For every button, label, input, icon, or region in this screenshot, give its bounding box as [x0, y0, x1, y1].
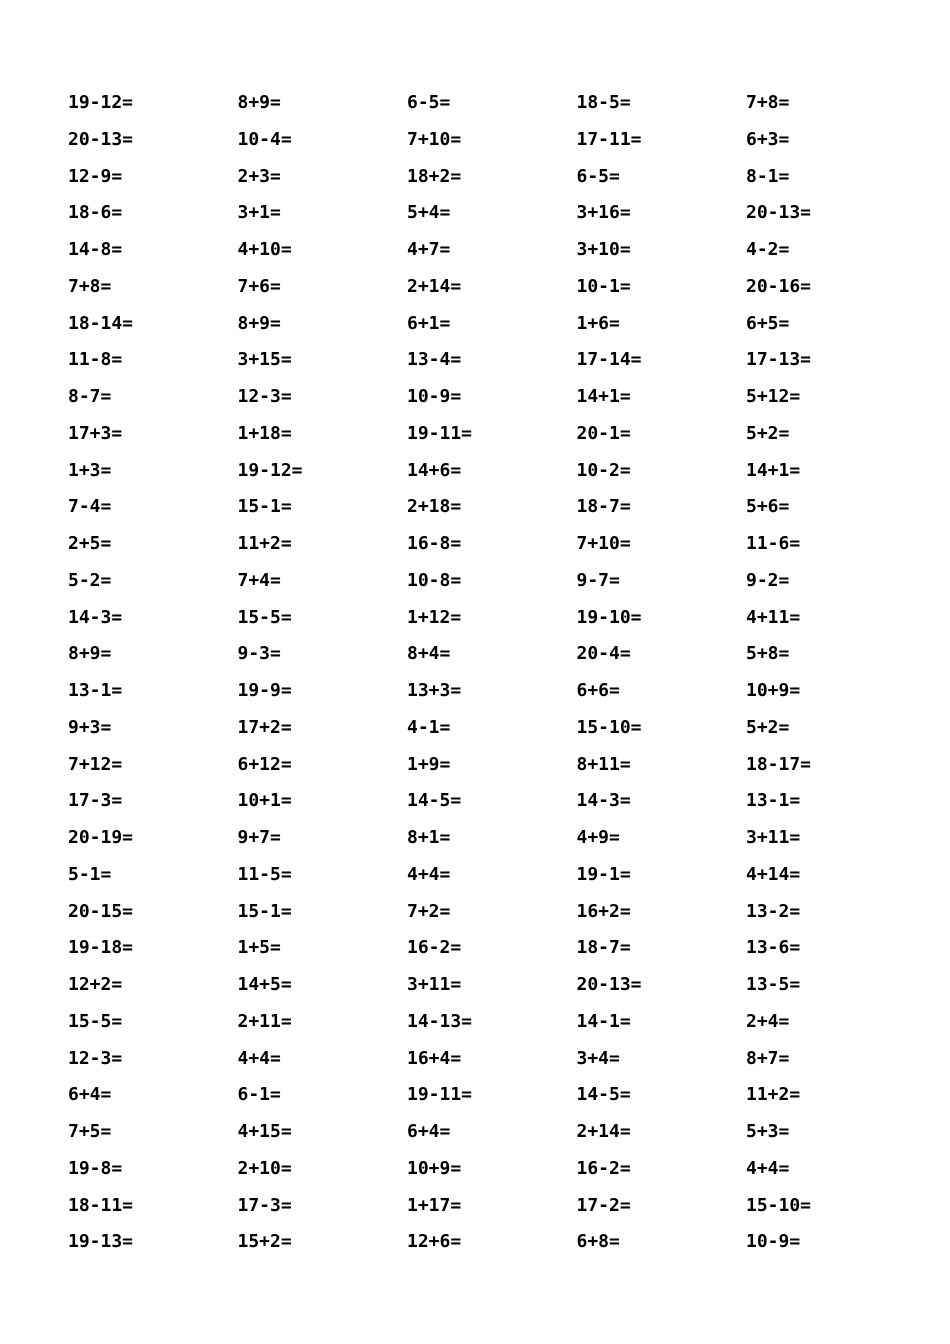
math-problem: 1+5= [237, 937, 281, 959]
problem-row [68, 935, 918, 972]
math-problem: 15+2= [237, 1231, 292, 1253]
math-problem: 5+6= [746, 496, 790, 518]
math-problem: 6-5= [407, 92, 451, 113]
math-problem: 10-9= [407, 386, 462, 407]
math-problem: 5+2= [746, 422, 790, 444]
math-problem: 3+10= [576, 239, 631, 260]
math-problem: 18-5= [576, 92, 631, 113]
problem-row [68, 825, 918, 862]
math-problem: 11-6= [746, 533, 801, 554]
math-problem: 6+1= [407, 312, 451, 334]
math-problem: 4+15= [237, 1121, 292, 1142]
math-problem: 7+8= [746, 92, 790, 113]
problem-row [68, 347, 918, 384]
math-problem: 2+4= [746, 1010, 790, 1032]
math-problem: 7+8= [68, 275, 112, 297]
math-problem: 15-10= [576, 716, 642, 738]
math-problem: 18-7= [576, 496, 631, 518]
problem-row [68, 862, 918, 899]
math-problem: 20-13= [576, 974, 642, 995]
math-problem: 13-4= [407, 349, 462, 371]
math-problem: 8+9= [68, 643, 112, 665]
math-problem: 15-10= [746, 1194, 812, 1216]
math-problem: 14-8= [68, 239, 123, 260]
math-problem: 14+1= [746, 459, 801, 481]
math-problem: 11-5= [237, 863, 292, 885]
math-problem: 10-2= [576, 459, 631, 481]
math-problem: 14-13= [407, 1010, 473, 1032]
math-problem: 18+2= [407, 165, 462, 187]
math-problem: 14-1= [576, 1010, 631, 1032]
math-problem: 12-9= [68, 165, 123, 187]
math-problem: 6-1= [237, 1084, 281, 1106]
math-problem: 1+6= [576, 312, 620, 334]
problem-row [68, 1046, 918, 1083]
problem-row [68, 788, 918, 825]
math-problem: 1+3= [68, 459, 112, 481]
problem-row [68, 1229, 918, 1266]
math-problem: 16-8= [407, 533, 462, 554]
math-problem: 3+1= [237, 202, 281, 224]
math-problem: 5-1= [68, 863, 112, 885]
problem-row [68, 494, 918, 531]
problem-row [68, 200, 918, 237]
math-problem: 1+12= [407, 606, 462, 628]
math-problem: 13-6= [746, 937, 801, 959]
problem-row [68, 531, 918, 568]
math-problem: 9-3= [237, 643, 281, 665]
math-problem: 7+2= [407, 900, 451, 922]
math-problem: 7+5= [68, 1121, 112, 1142]
math-problem: 2+14= [576, 1121, 631, 1142]
math-problem: 15-5= [237, 606, 292, 628]
math-problem: 6+12= [237, 753, 292, 775]
math-problem: 9-2= [746, 569, 790, 591]
problem-row [68, 641, 918, 678]
problem-row [68, 384, 918, 421]
math-problem: 17-13= [746, 349, 812, 371]
math-problem: 1+17= [407, 1194, 462, 1216]
math-problem: 8+4= [407, 643, 451, 665]
math-problem: 4+4= [237, 1047, 281, 1069]
math-problem: 17-3= [237, 1194, 292, 1216]
math-problem: 9+7= [237, 827, 281, 848]
problem-row [68, 1082, 918, 1119]
math-problem: 19-10= [576, 606, 642, 628]
math-problem: 19-9= [237, 680, 292, 701]
math-problem: 20-15= [68, 900, 134, 922]
math-problem: 14+5= [237, 974, 292, 995]
math-problem: 20-1= [576, 422, 631, 444]
math-problem: 19-12= [237, 459, 303, 481]
math-problem: 4+10= [237, 239, 292, 260]
math-problem: 18-17= [746, 753, 812, 775]
math-problem: 12+2= [68, 974, 123, 995]
problem-row [68, 311, 918, 348]
problem-row [68, 127, 918, 164]
math-problem: 7+10= [407, 128, 462, 150]
math-problem: 19-12= [68, 92, 134, 113]
math-problem: 10-9= [746, 1231, 801, 1253]
problem-row [68, 458, 918, 495]
math-problem: 4+11= [746, 606, 801, 628]
math-problem: 10-1= [576, 275, 631, 297]
math-problem: 8-1= [746, 165, 790, 187]
math-problem: 11+2= [237, 533, 292, 554]
math-problem: 14-3= [576, 790, 631, 812]
problem-row [68, 899, 918, 936]
math-problem: 13-2= [746, 900, 801, 922]
math-problem: 4+9= [576, 827, 620, 848]
math-problem: 18-6= [68, 202, 123, 224]
math-problem: 14-5= [576, 1084, 631, 1106]
math-problem: 17+3= [68, 422, 123, 444]
math-problem: 18-14= [68, 312, 134, 334]
math-problem: 5+3= [746, 1121, 790, 1142]
math-problem: 2+3= [237, 165, 281, 187]
math-problem: 19-11= [407, 1084, 473, 1106]
math-problem: 4+14= [746, 863, 801, 885]
math-problem: 3+11= [407, 974, 462, 995]
math-problem: 12-3= [237, 386, 292, 407]
math-problem: 3+15= [237, 349, 292, 371]
math-problem: 20-4= [576, 643, 631, 665]
problem-row [68, 605, 918, 642]
math-problem: 12+6= [407, 1231, 462, 1253]
math-problem: 1+18= [237, 422, 292, 444]
math-problem: 15-1= [237, 496, 292, 518]
math-problem: 18-7= [576, 937, 631, 959]
math-problem: 8+9= [237, 92, 281, 113]
math-problem: 5+2= [746, 716, 790, 738]
math-problem: 6+3= [746, 128, 790, 150]
math-problem: 3+16= [576, 202, 631, 224]
math-problem: 16-2= [576, 1157, 631, 1179]
math-problem: 6+5= [746, 312, 790, 334]
math-problem: 2+14= [407, 275, 462, 297]
problem-row [68, 568, 918, 605]
math-problem: 19-8= [68, 1157, 123, 1179]
math-problem: 13-5= [746, 974, 801, 995]
math-problem: 14+6= [407, 459, 462, 481]
math-problem: 11-8= [68, 349, 123, 371]
math-problem: 19-13= [68, 1231, 134, 1253]
problem-row [68, 972, 918, 1009]
math-problem: 7+10= [576, 533, 631, 554]
math-problem: 6+4= [407, 1121, 451, 1142]
math-problem: 7+6= [237, 275, 281, 297]
math-problem: 11+2= [746, 1084, 801, 1106]
math-problem: 20-13= [746, 202, 812, 224]
math-problem: 9-7= [576, 569, 620, 591]
math-problem: 4+4= [746, 1157, 790, 1179]
math-problem: 10-8= [407, 569, 462, 591]
math-problem: 5+8= [746, 643, 790, 665]
math-problem: 16+4= [407, 1047, 462, 1069]
math-problem: 14+1= [576, 386, 631, 407]
math-problem: 8+7= [746, 1047, 790, 1069]
math-problem: 20-16= [746, 275, 812, 297]
math-problem: 4-1= [407, 716, 451, 738]
arithmetic-worksheet [68, 90, 918, 1266]
math-problem: 20-13= [68, 128, 134, 150]
math-problem: 8+1= [407, 827, 451, 848]
math-problem: 9+3= [68, 716, 112, 738]
problem-row [68, 274, 918, 311]
math-problem: 19-18= [68, 937, 134, 959]
math-problem: 5+4= [407, 202, 451, 224]
math-problem: 14-5= [407, 790, 462, 812]
math-problem: 8+11= [576, 753, 631, 775]
problem-row [68, 752, 918, 789]
math-problem: 13-1= [68, 680, 123, 701]
math-problem: 8+9= [237, 312, 281, 334]
math-problem: 4+4= [407, 863, 451, 885]
problem-row [68, 1193, 918, 1230]
math-problem: 8-7= [68, 386, 112, 407]
math-problem: 4+7= [407, 239, 451, 260]
problem-row [68, 1156, 918, 1193]
math-problem: 7+4= [237, 569, 281, 591]
math-problem: 7+12= [68, 753, 123, 775]
math-problem: 15-5= [68, 1010, 123, 1032]
math-problem: 2+18= [407, 496, 462, 518]
problem-row [68, 90, 918, 127]
math-problem: 13-1= [746, 790, 801, 812]
math-problem: 7-4= [68, 496, 112, 518]
math-problem: 13+3= [407, 680, 462, 701]
problem-row [68, 237, 918, 274]
problem-row [68, 715, 918, 752]
math-problem: 6+6= [576, 680, 620, 701]
math-problem: 10+1= [237, 790, 292, 812]
math-problem: 5+12= [746, 386, 801, 407]
math-problem: 19-1= [576, 863, 631, 885]
problem-row [68, 1009, 918, 1046]
math-problem: 2+10= [237, 1157, 292, 1179]
math-problem: 2+5= [68, 533, 112, 554]
math-problem: 6-5= [576, 165, 620, 187]
problem-row [68, 164, 918, 201]
math-problem: 5-2= [68, 569, 112, 591]
math-problem: 6+4= [68, 1084, 112, 1106]
math-problem: 17-14= [576, 349, 642, 371]
math-problem: 3+4= [576, 1047, 620, 1069]
math-problem: 10+9= [746, 680, 801, 701]
math-problem: 6+8= [576, 1231, 620, 1253]
math-problem: 16-2= [407, 937, 462, 959]
math-problem: 15-1= [237, 900, 292, 922]
math-problem: 10-4= [237, 128, 292, 150]
math-problem: 17-3= [68, 790, 123, 812]
problem-row [68, 1119, 918, 1156]
math-problem: 3+11= [746, 827, 801, 848]
math-problem: 14-3= [68, 606, 123, 628]
math-problem: 17+2= [237, 716, 292, 738]
math-problem: 12-3= [68, 1047, 123, 1069]
math-problem: 4-2= [746, 239, 790, 260]
math-problem: 17-11= [576, 128, 642, 150]
math-problem: 10+9= [407, 1157, 462, 1179]
math-problem: 16+2= [576, 900, 631, 922]
math-problem: 18-11= [68, 1194, 134, 1216]
math-problem: 2+11= [237, 1010, 292, 1032]
math-problem: 17-2= [576, 1194, 631, 1216]
problem-row [68, 678, 918, 715]
math-problem: 19-11= [407, 422, 473, 444]
problem-row [68, 421, 918, 458]
math-problem: 20-19= [68, 827, 134, 848]
math-problem: 1+9= [407, 753, 451, 775]
